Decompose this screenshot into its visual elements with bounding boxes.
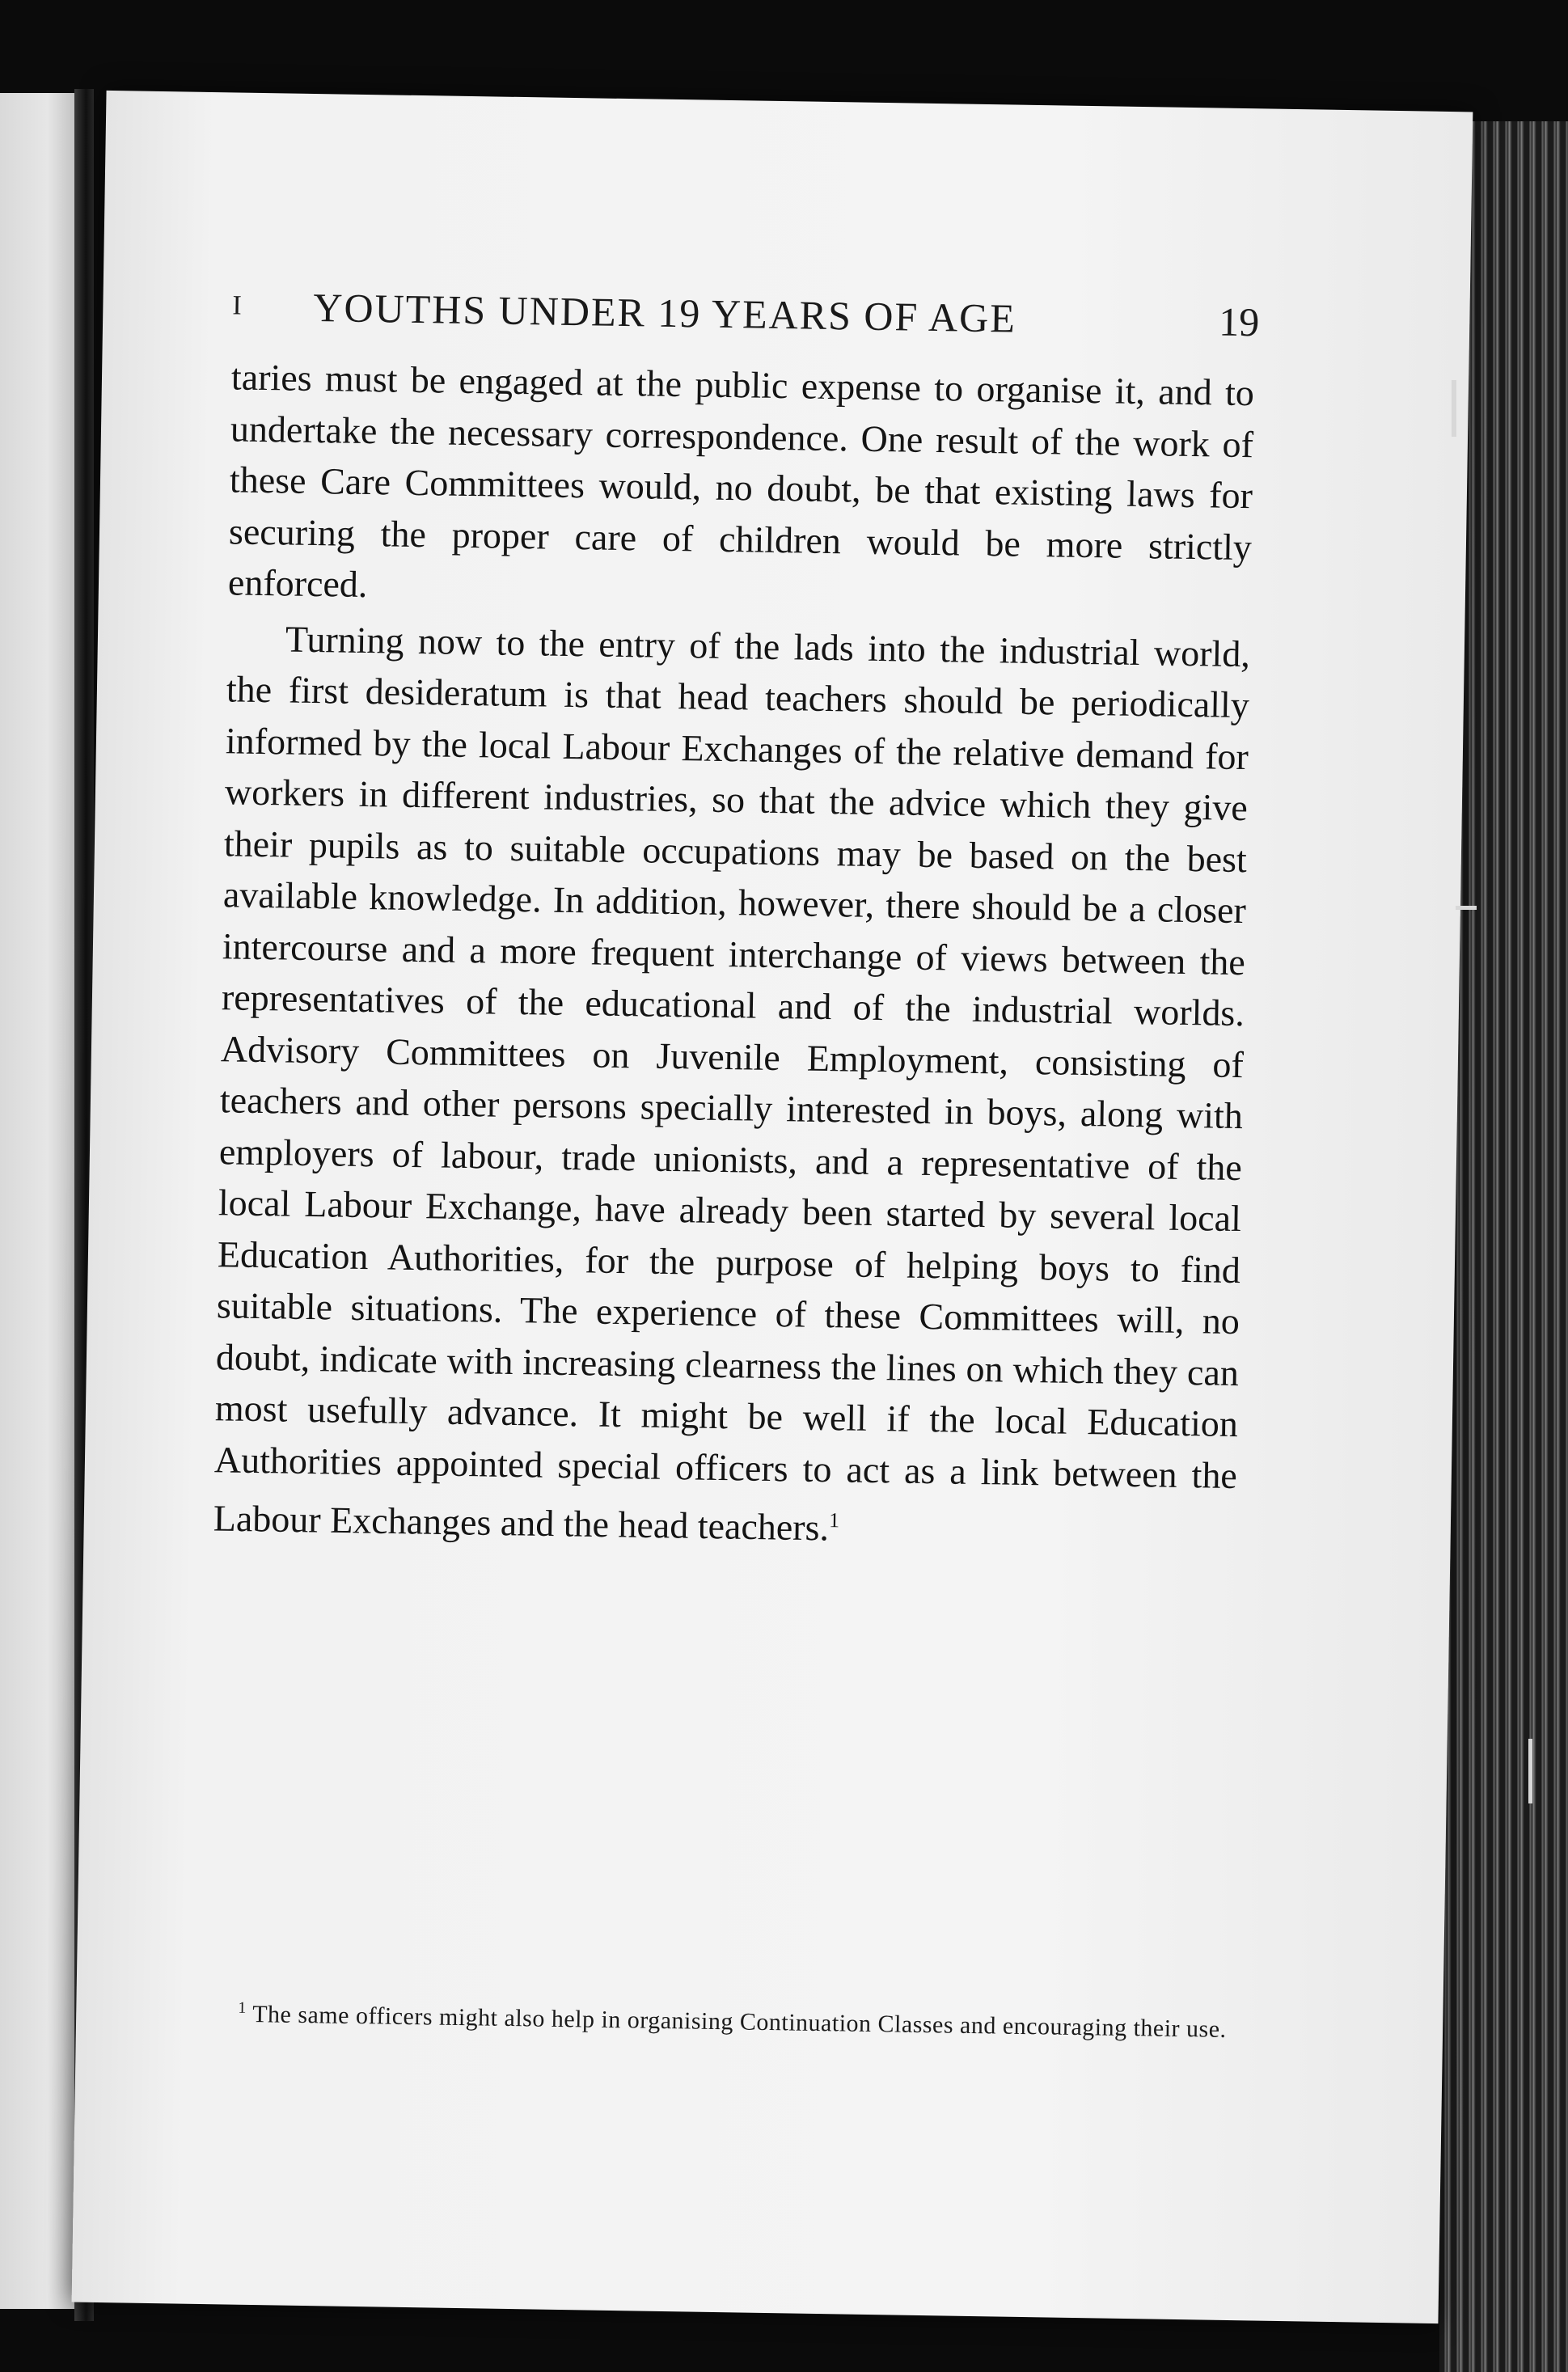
body-text	[213, 351, 1254, 1560]
edge-scratch-2	[1456, 906, 1477, 910]
footnote-reference: 1	[828, 1508, 840, 1533]
book-page	[72, 91, 1473, 2323]
paragraph-1: taries must be engaged at the public expense to organise it, and to undertake the necessary correspondence. One result of the work of these Care Committees would, no doubt, be that existing laws for securing the proper care of children would be more strictly enforced.	[227, 356, 1255, 606]
chapter-number: I	[232, 290, 243, 321]
running-head-title: YOUTHS UNDER 19 YEARS OF AGE	[312, 284, 1017, 341]
running-head	[232, 282, 1260, 363]
paragraph-2-text: Turning now to the entry of the lads into the industrial world, the first desideratum is that head teachers should be periodically informed by the local Labour Exchanges of the relative demand for workers in different industries, so that the advice which they give their pupils as to suitable occupations may be based on the best available knowledge. In addition, however, there should be a closer intercourse and a more frequent interchange of views between the representatives of the educational and of the industrial worlds. Advisory Committees on Juvenile Employment, consisting of teachers and other persons specially interested in boys, along with employers of labour, trade unionists, and a representative of the local Labour Exchange, have already been started by several local Education Authorities, for the purpose of helping boys to find suitable situations. The experience of these Committees will, no doubt, indicate with increasing clearness the lines on which they can most usefully advance. It might be well if the local Education Authorities appointed special officers to act as a link between the Labour Exchanges and the head teachers.	[213, 617, 1251, 1549]
edge-scratch-1	[1452, 380, 1456, 437]
left-page-edge	[0, 93, 79, 2309]
paragraph-2	[213, 612, 1250, 1560]
edge-scratch-3	[1528, 1739, 1532, 1803]
footnote	[205, 1993, 1229, 2044]
page-number: 19	[1218, 298, 1260, 345]
footnote-marker: 1	[238, 1998, 247, 2017]
footnote-text: The same officers might also help in organising Continuation Classes and encouraging their use.	[251, 2001, 1227, 2043]
